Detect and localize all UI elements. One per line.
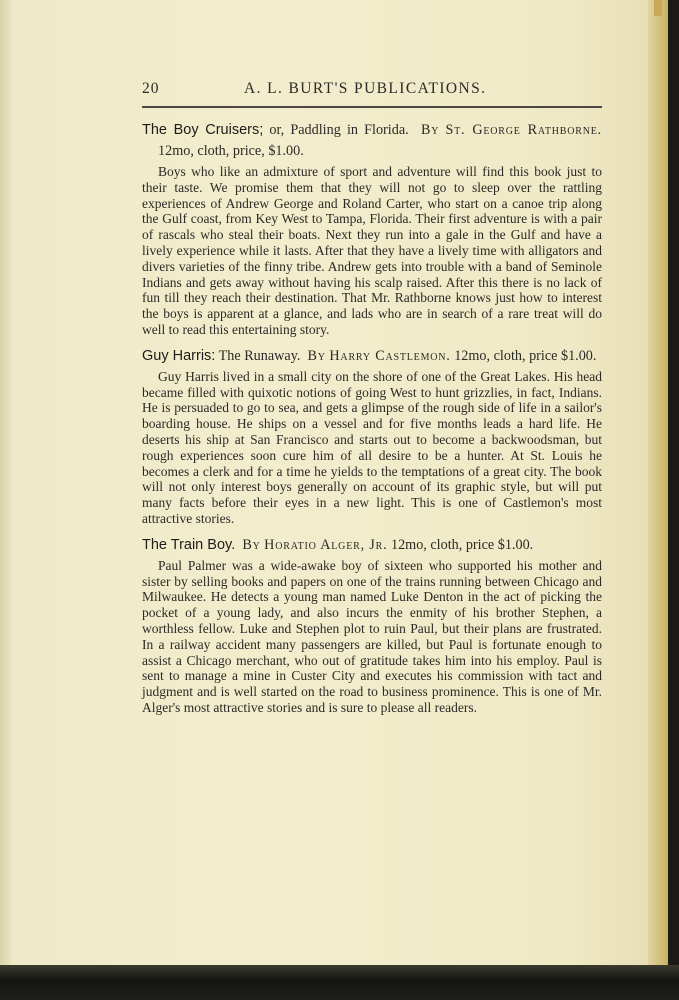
page-content bbox=[142, 80, 602, 724]
page-number: 20 bbox=[142, 80, 160, 97]
entry-heading bbox=[142, 120, 602, 162]
edge-mark bbox=[654, 0, 662, 16]
book-entry bbox=[142, 535, 602, 716]
book-description: Boys who like an admixture of sport and adventure will find this book just to their taste. We promise them that they will not go to sleep over the rattling experiences of Andrew George and Roland Carter, who start on a canoe trip along the Gulf coast, from Key West to Tampa, Florida. Their first adventure is with a pair of rascals who steal their boats. Next they run into a gale in the Gulf and have a lively experience while it lasts. After that they have a lively time with alligators and divers varieties of the finny tribe. Andrew gets into trouble with a band of Seminole Indians and gets away without having his scalp raised. After this there is no lack of fun till they reach their destination. That Mr. Rathborne knows just how to interest the boys is apparent at a glance, and lads who are in search of a rare treat will do well to read this entertaining story. bbox=[142, 164, 602, 337]
book-title: Guy Harris: bbox=[142, 347, 216, 364]
book-details: 12mo, cloth, price $1.00. bbox=[450, 347, 597, 364]
running-title: A. L. BURT'S PUBLICATIONS. bbox=[244, 80, 487, 97]
by-prefix: By bbox=[242, 536, 261, 553]
book-details: 12mo, cloth, price, $1.00. bbox=[158, 143, 304, 159]
book-author: St. George Rathborne. bbox=[445, 122, 603, 138]
header-rule bbox=[142, 106, 602, 108]
book-description: Paul Palmer was a wide-awake boy of sixteen who supported his mother and sister by selling books and papers on one of the trains running between Chicago and Milwaukee. He detects a young man named Luke Denton in the act of picking the pocket of a young lady, and also incurs the enmity of his brother Stephen, a worthless fellow. Luke and Stephen plot to ruin Paul, but their plans are frustrated. In a railway accident many passengers are killed, but Paul is fortunate enough to assist a Chicago merchant, who out of gratitude takes him into his employ. Paul is sent to manage a mine in Custer City and executes his commission with tact and judgment and is well started on the road to business prominence. This is one of Mr. Alger's most attractive stories and is sure to please all readers. bbox=[142, 557, 602, 715]
book-subtitle: The Runaway. bbox=[215, 347, 301, 364]
page-edge bbox=[648, 0, 668, 975]
book-author: Harry Castlemon. bbox=[329, 347, 451, 364]
book-subtitle: or, Paddling in Florida. bbox=[263, 122, 409, 138]
book-entry bbox=[142, 346, 602, 527]
page-gutter bbox=[0, 0, 12, 975]
running-head bbox=[142, 80, 602, 102]
book-description: Guy Harris lived in a small city on the shore of one of the Great Lakes. His head became filled with quixotic notions of going West to hunt grizzlies, in fact, Indians. He is persuaded to go to sea, and gets a glimpse of the rough side of life in a sailor's boarding house. He ships on a vessel and for five months leads a hard life. He deserts his ship at San Francisco and starts out to become a backwoodsman, but rough experiences soon cure him of all desire to be a hunter. At St. Louis he becomes a clerk and for a time he yields to the temptations of a great city. The book will not only interest boys generally on account of its graphic style, but will put many facts before their eyes in a new light. This is one of Castlemon's most attractive stories. bbox=[142, 368, 602, 526]
entry-heading bbox=[142, 535, 602, 556]
book-entry bbox=[142, 120, 602, 338]
book-bottom-edge bbox=[0, 965, 679, 1000]
entry-heading bbox=[142, 346, 602, 367]
book-details: 12mo, cloth, price $1.00. bbox=[387, 536, 534, 553]
book-title: The Boy Cruisers; bbox=[142, 122, 264, 138]
by-prefix: By bbox=[307, 347, 326, 364]
book-author: Horatio Alger, Jr. bbox=[264, 536, 388, 553]
by-prefix: By bbox=[420, 122, 440, 138]
book-title: The Train Boy. bbox=[142, 536, 236, 553]
